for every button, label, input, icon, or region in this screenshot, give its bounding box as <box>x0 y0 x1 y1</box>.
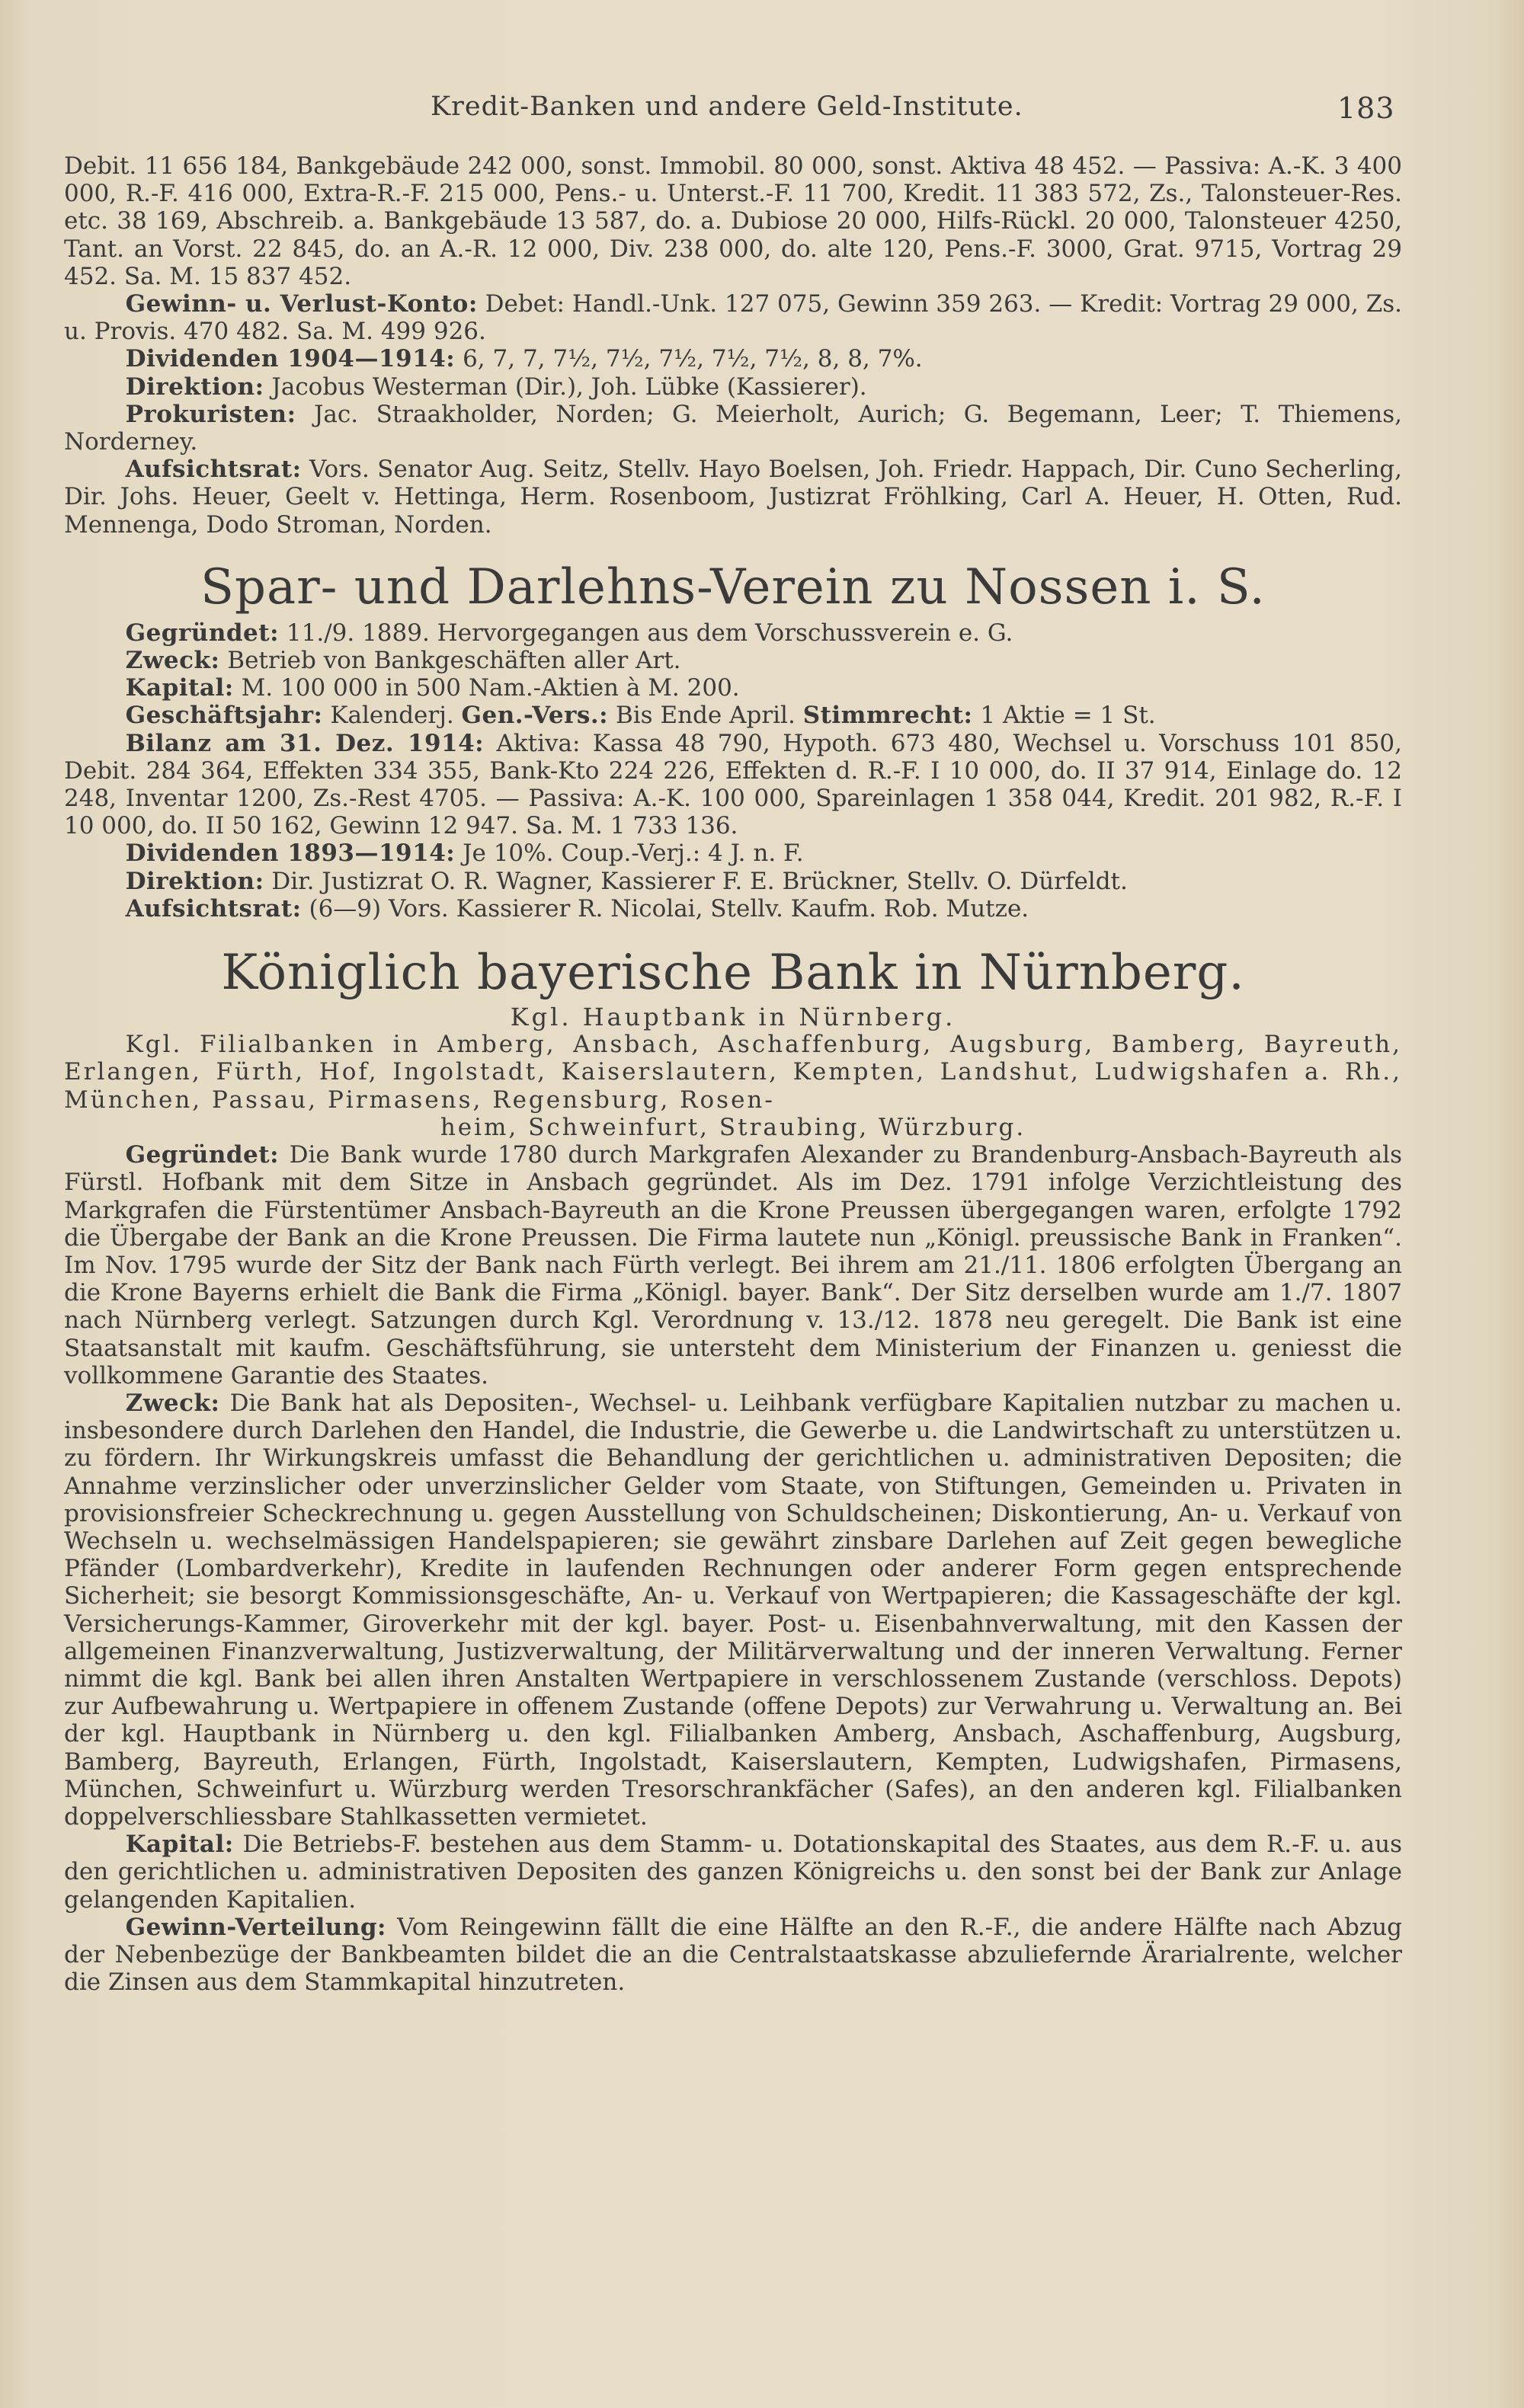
entry-label: Gen.-Vers.: <box>461 702 609 730</box>
entry-text: Je 10%. Coup.-Verj.: 4 J. n. F. <box>463 839 804 868</box>
entry-text: Aktiva: Kassa 48 790, Hypoth. 673 480, Wechsel u. Vorschuss 101 850, Debit. 284 364, Effekten 334 355, Bank-Kto 224 226, Effekten d. R.-F. I 10 000, do. II 37 914, Einlage do. 12 248, Inventar 1200, Zs.-Rest 4705. — Passiva: A.-K. 100 000, Spareinlagen 1 358 044, Kredit. 201 982, R.-F. I 10 000, do. II 50 162, Gewinn 12 947. Sa. M. 1 733 136. <box>64 729 1402 840</box>
nossen-bilanz-entry <box>64 730 1402 840</box>
entry-text: 1 Aktie = 1 St. <box>980 702 1156 730</box>
nossen-gegruendet-entry <box>64 619 1402 647</box>
entry-text: Vom Reingewinn fällt die eine Hälfte an den R.-F., die andere Hälfte nach Abzug der Nebenbezüge der Bankbeamten bildet die an die Centralstaatskasse abzuliefernde Ärarialrente, welcher die Zinsen aus dem Stammkapital hinzutreten. <box>64 1913 1403 1997</box>
bank-gewinn-verteilung-entry <box>64 1914 1402 1997</box>
entry-label: Gewinn-Verteilung: <box>125 1913 386 1941</box>
nossen-zweck-entry <box>64 647 1402 674</box>
bank-gegruendet-entry <box>64 1141 1402 1389</box>
continued-dividenden-entry <box>64 345 1402 373</box>
entry-label: Kapital: <box>125 1831 234 1859</box>
entry-text: Jacobus Westerman (Dir.), Joh. Lübke (Kassierer). <box>271 373 867 401</box>
entry-text: M. 100 000 in 500 Nam.-Aktien à M. 200. <box>241 674 740 702</box>
entry-label: Aufsichtsrat: <box>125 894 302 923</box>
entry-label: Gegründet: <box>125 1141 280 1169</box>
entry-text: Die Betriebs-F. bestehen aus dem Stamm- u. Dotationskapital des Staates, aus dem R.-F. u. aus den gerichtlichen u. administrativen Depositen des ganzen Königreichs u. den sonst bei der Bank zur Anlage gelangenden Kapitalien. <box>64 1831 1402 1914</box>
entry-label: Direktion: <box>125 867 264 895</box>
entry-text: Dir. Justizrat O. R. Wagner, Kassierer F. E. Brückner, Stellv. O. Dürfeldt. <box>271 867 1128 895</box>
entry-label: Prokuristen: <box>125 400 296 428</box>
entry-label: Dividenden 1893—1914: <box>125 839 456 868</box>
nossen-geschaeftsjahr-entry <box>64 702 1402 729</box>
nossen-direktion-entry <box>64 868 1402 895</box>
continued-gewinn-entry <box>64 290 1402 345</box>
entry-text: Debet: Handl.-Unk. 127 075, Gewinn 359 263. — Kredit: Vortrag 29 000, Zs. u. Provis. 470 482. Sa. M. 499 926. <box>64 290 1402 346</box>
entry-text: (6—9) Vors. Kassierer R. Nicolai, Stellv. Kaufm. Rob. Mutze. <box>309 894 1029 923</box>
entry-text: 11./9. 1889. Hervorgegangen aus dem Vorschussverein e. G. <box>286 619 1013 647</box>
continued-balance-text: Debit. 11 656 184, Bankgebäude 242 000, sonst. Immobil. 80 000, sonst. Aktiva 48 452. — Passiva: A.-K. 3 400 000, R.-F. 416 000, Extra-R.-F. 215 000, Pens.- u. Unterst.-F. 11 700, Kredit. 11 383 572, Zs., Talonsteuer-Res. etc. 38 169, Abschreib. a. Bankgebäude 13 587, do. a. Dubiose 20 000, Hilfs-Rückl. 20 000, Talonsteuer 4250, Tant. an Vorst. 22 845, do. an A.-R. 12 000, Div. 238 000, do. alte 120, Pens.-F. 3000, Grat. 9715, Vortrag 29 452. Sa. M. 15 837 452. <box>64 152 1402 290</box>
page-body <box>64 152 1402 1996</box>
page-number: 183 <box>1337 91 1395 125</box>
entry-text: 6, 7, 7, 7½, 7½, 7½, 7½, 7½, 8, 8, 7%. <box>463 345 923 373</box>
entry-label: Aufsichtsrat: <box>125 456 302 484</box>
entry-text: Jac. Straakholder, Norden; G. Meierholt, Aurich; G. Begemann, Leer; T. Thiemens, Norderney. <box>64 400 1402 456</box>
running-title: Kredit-Banken und andere Geld-Institute. <box>431 91 1023 122</box>
nossen-kapital-entry <box>64 674 1402 702</box>
entry-label: Dividenden 1904—1914: <box>125 345 456 373</box>
section-heading-nossen: Spar- und Darlehns-Verein zu Nossen i. S. <box>200 558 1266 616</box>
entry-text: Die Bank hat als Depositen-, Wechsel- u. Leihbank verfügbare Kapitalien nutzbar zu machen u. insbesondere durch Darlehen den Handel, die Industrie, die Gewerbe u. die Landwirtschaft zu unterstützen u. zu fördern. Ihr Wirkungskreis umfasst die Behandlung der gerichtlichen u. administrativen Depositen; die Annahme verzinslicher oder unverzinslicher Gelder vom Staate, von Stiftungen, Gemeinden u. Privaten in provisionsfreier Scheckrechnung u. gegen Ausstellung von Schuldscheinen; Diskontierung, An- u. Verkauf von Wechseln u. wechselmässigen Handelspapieren; sie gewährt zinsbare Darlehen auf Zeit gegen bewegliche Pfänder (Lombardverkehr), Kredite in laufenden Rechnungen oder anderer Form gegen entsprechende Sicherheit; sie besorgt Kommissionsgeschäfte, An- u. Verkauf von Wertpapieren; die Kassageschäfte der kgl. Versicherungs-Kammer, Giroverkehr mit der kgl. bayer. Post- u. Eisenbahnverwaltung, mit den Kassen der allgemeinen Finanzverwaltung, Justizverwaltung, der Militärverwaltung und der inneren Verwaltung. Ferner nimmt die kgl. Bank bei allen ihren Anstalten Wertpapiere in verschlossenem Zustande (verschloss. Depots) zur Aufbewahrung u. Wertpapiere in offenem Zustande (offene Depots) zur Verwahrung u. Verwaltung an. Bei der kgl. Hauptbank in Nürnberg u. den kgl. Filialbanken Amberg, Ansbach, Aschaffenburg, Augsburg, Bamberg, Bayreuth, Erlangen, Fürth, Ingolstadt, Kaiserslautern, Kempten, Ludwigshafen, Pirmasens, München, Schweinfurt u. Würzburg werden Tresorschrankfächer (Safes), an den anderen kgl. Filialbanken doppelverschliessbare Stahlkassetten vermietet. <box>64 1389 1403 1831</box>
filialbanken-list: Kgl. Filialbanken in Amberg, Ansbach, Aschaffenburg, Augsburg, Bamberg, Bayreuth, Erlangen, Fürth, Hof, Ingolstadt, Kaiserslautern, Kempten, Landshut, Ludwigshafen a. Rh., München, Passau, Pirmasens, Regensburg, Rosen- <box>64 1031 1402 1114</box>
continued-aufsichtsrat-entry <box>64 456 1402 539</box>
entry-label: Kapital: <box>125 674 234 702</box>
entry-label: Direktion: <box>125 373 264 401</box>
entry-label: Zweck: <box>125 1389 220 1417</box>
entry-label: Bilanz am 31. Dez. 1914: <box>125 729 485 757</box>
entry-text: Die Bank wurde 1780 durch Markgrafen Alexander zu Brandenburg-Ansbach-Bayreuth als Fürstl. Hofbank mit dem Sitze in Ansbach gegründet. Als im Dez. 1791 infolge Verzichtleistung des Markgrafen die Fürstentümer Ansbach-Bayreuth an die Krone Preussen übergegangen waren, erfolgte 1792 die Übergabe der Bank an die Krone Preussen. Die Firma lautete nun „Königl. preussische Bank in Franken“. Im Nov. 1795 wurde der Sitz der Bank nach Fürth verlegt. Bei ihrem am 21./11. 1806 erfolgten Übergang an die Krone Bayerns erhielt die Bank die Firma „Königl. bayer. Bank“. Der Sitz derselben wurde am 1./7. 1807 nach Nürnberg verlegt. Satzungen durch Kgl. Verordnung v. 13./12. 1878 neu geregelt. Die Bank ist eine Staatsanstalt mit kaufm. Geschäftsführung, sie untersteht dem Ministerium der Finanzen u. geniesst die vollkommene Garantie des Staates. <box>64 1141 1403 1389</box>
bank-zweck-entry <box>64 1389 1402 1831</box>
entry-label: Gegründet: <box>125 619 280 647</box>
continued-direktion-entry <box>64 373 1402 401</box>
filialbanken-list-last-line: heim, Schweinfurt, Straubing, Würzburg. <box>440 1113 1026 1141</box>
entry-text: Vors. Senator Aug. Seitz, Stellv. Hayo Boelsen, Joh. Friedr. Happach, Dir. Cuno Secherling, Dir. Johs. Heuer, Geelt v. Hettinga, Herm. Rosenboom, Justizrat Fröhlking, Carl A. Heuer, H. Otten, Rud. Mennenga, Dodo Stroman, Norden. <box>64 456 1402 539</box>
entry-label: Gewinn- u. Verlust-Konto: <box>125 290 478 318</box>
entry-label: Zweck: <box>125 647 220 675</box>
nossen-aufsichtsrat-entry <box>64 895 1402 923</box>
entry-text: Bis Ende April. <box>615 702 796 730</box>
entry-text: Betrieb von Bankgeschäften aller Art. <box>227 647 681 675</box>
continued-prokuristen-entry <box>64 401 1402 456</box>
section-subheading: Kgl. Hauptbank in Nürnberg. <box>510 1003 956 1032</box>
section-heading-bayerische-bank: Königlich bayerische Bank in Nürnberg. <box>221 945 1245 1002</box>
entry-text: Kalenderj. <box>330 702 454 730</box>
bank-kapital-entry <box>64 1831 1402 1914</box>
entry-label: Geschäftsjahr: <box>125 702 323 730</box>
running-header <box>0 85 1524 131</box>
nossen-dividenden-entry <box>64 839 1402 867</box>
entry-label: Stimmrecht: <box>802 702 973 730</box>
